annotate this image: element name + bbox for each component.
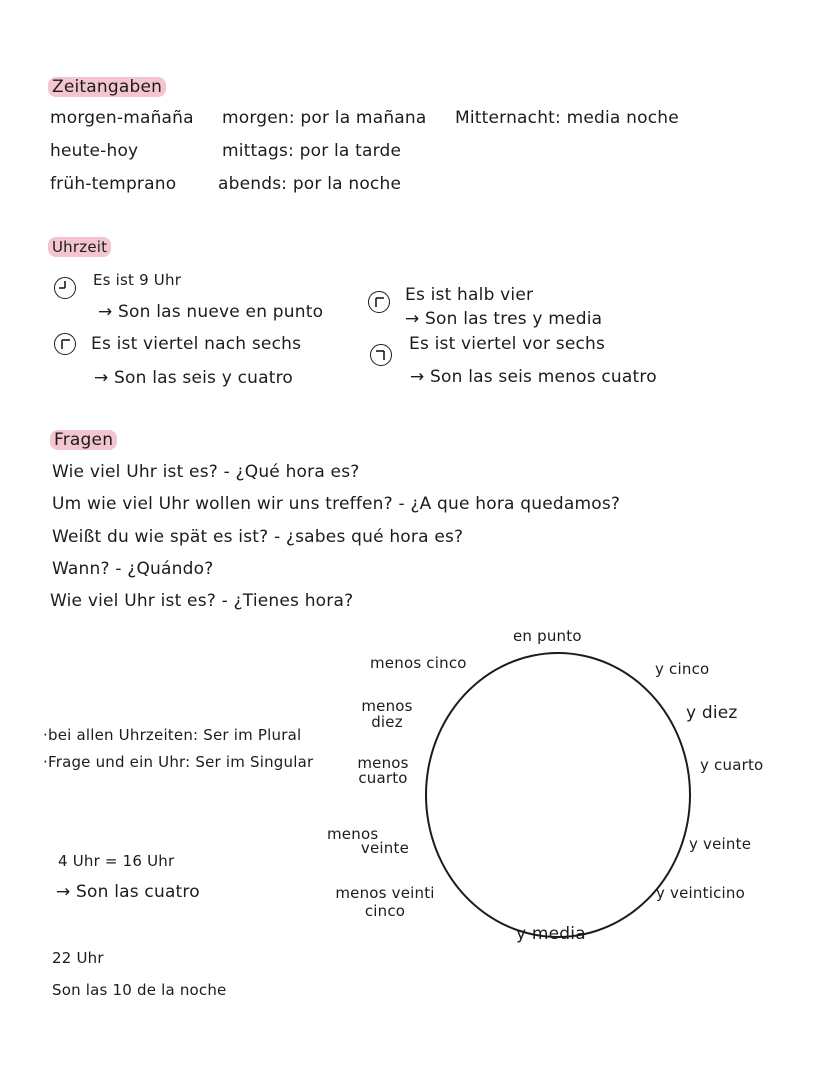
clock-label-menos-veinte-line1: menos (327, 825, 379, 843)
clock-label-y-veinte: y veinte (689, 835, 752, 853)
clock-label-menos-cinco: menos cinco (370, 654, 467, 672)
clock-label-menos-diez-line1: menos (361, 697, 413, 715)
clock-label-menos-veinte-line2: veinte (360, 839, 409, 857)
vocab-mitternacht: Mitternacht: media noche (455, 108, 679, 128)
example-10-de-la-noche: Son las 10 de la noche (52, 981, 227, 999)
uhrzeit-ex4-de: Es ist viertel vor sechs (409, 334, 606, 354)
clock-label-menos-cuarto-line1: menos (357, 754, 409, 772)
uhrzeit-ex2-de: Es ist viertel nach sechs (91, 334, 302, 354)
example-16-uhr: 4 Uhr = 16 Uhr (58, 852, 175, 870)
uhrzeit-ex3-de: Es ist halb vier (405, 285, 534, 305)
uhrzeit-ex3-es: → Son las tres y media (405, 309, 603, 329)
uhrzeit-ex1-es: → Son las nueve en punto (98, 302, 324, 322)
heading-zeitangaben: Zeitangaben (48, 77, 166, 97)
frage-4: Wann? - ¿Quándo? (52, 559, 214, 579)
clock-label-menos-veinte (327, 827, 409, 855)
clock-label-menos-veinticinco (330, 884, 440, 920)
uhrzeit-ex2-es: → Son las seis y cuatro (94, 368, 294, 388)
clock-9-icon (54, 277, 76, 299)
clock-label-y-veinticinco: y veinticino (656, 884, 745, 902)
clock-label-menos-cuarto-line2: cuarto (358, 769, 408, 787)
clock-label-en-punto: en punto (513, 627, 582, 645)
frage-3: Weißt du wie spät es ist? - ¿sabes qué hora es? (52, 527, 464, 547)
clock-label-y-media: y media (516, 924, 586, 944)
clock-label-menos-diez-line2: diez (371, 713, 403, 731)
clock-quarter-to-icon (370, 344, 392, 366)
heading-uhrzeit: Uhrzeit (48, 237, 111, 257)
clock-label-menos-cuarto (353, 756, 413, 786)
clock-half-icon (368, 291, 390, 313)
frage-1: Wie viel Uhr ist es? - ¿Qué hora es? (52, 462, 360, 482)
clock-quarter-past-icon (54, 333, 76, 355)
clock-label-menos-veinticinco-line1: menos veinti (335, 884, 435, 902)
vocab-morgen: morgen-mañaña (50, 108, 194, 128)
note-singular: ·Frage und ein Uhr: Ser im Singular (43, 753, 314, 771)
uhrzeit-ex4-es: → Son las seis menos cuatro (410, 367, 657, 387)
frage-5: Wie viel Uhr ist es? - ¿Tienes hora? (50, 591, 354, 611)
clock-label-y-diez: y diez (686, 703, 738, 723)
vocab-frueh: früh-temprano (50, 174, 177, 194)
example-22-uhr: 22 Uhr (52, 949, 104, 967)
vocab-abends: abends: por la noche (218, 174, 402, 194)
example-son-las-cuatro: → Son las cuatro (56, 882, 200, 902)
clock-label-menos-diez (358, 698, 416, 730)
vocab-mittags: mittags: por la tarde (222, 141, 402, 161)
clock-label-y-cinco: y cinco (655, 660, 710, 678)
vocab-heute: heute-hoy (50, 141, 139, 161)
clock-face-diagram (425, 652, 691, 938)
clock-label-y-cuarto: y cuarto (700, 756, 764, 774)
vocab-morgen-tageszeit: morgen: por la mañana (222, 108, 427, 128)
heading-fragen: Fragen (50, 430, 117, 450)
note-plural: ·bei allen Uhrzeiten: Ser im Plural (43, 726, 302, 744)
clock-label-menos-veinticinco-line2: cinco (364, 902, 406, 920)
uhrzeit-ex1-de: Es ist 9 Uhr (93, 271, 182, 289)
frage-2: Um wie viel Uhr wollen wir uns treffen? - ¿A que hora quedamos? (52, 494, 621, 514)
